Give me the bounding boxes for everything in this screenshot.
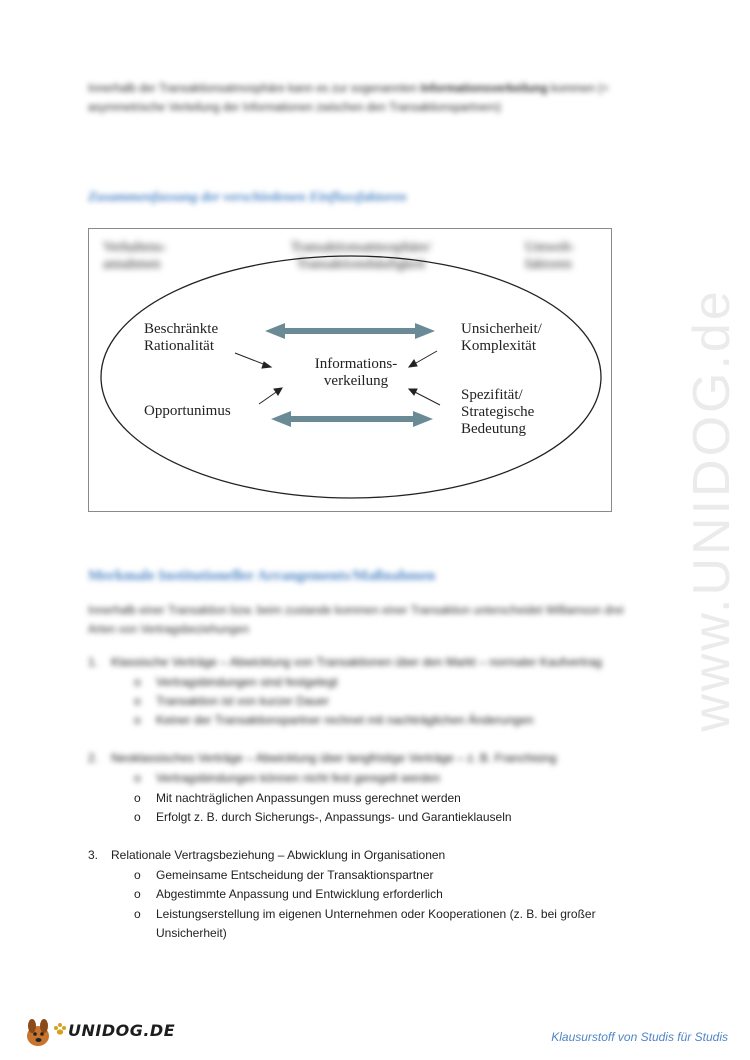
list-item-3-bullet-3: [134, 905, 626, 943]
diagram-text-line: Unsicherheit/: [461, 321, 542, 337]
intro-text: Innerhalb der Transaktionsatmosphäre kann es zur sogenannten: [88, 83, 421, 95]
bullet-marker: o: [134, 791, 141, 805]
list-item-3-title: [88, 848, 445, 862]
double-arrow-bottom: [271, 411, 433, 427]
list-item-1-title: [88, 655, 602, 669]
list-item-1-bullet-3: [134, 711, 626, 730]
list-item-2-bullet-1: [134, 769, 626, 788]
bullet-marker: o: [134, 887, 141, 901]
list-item-1-bullet-2: [134, 692, 626, 711]
intro-paragraph: [88, 80, 648, 118]
intro-text-continued: kommen (= asymmetrische Verteilung der Informationen zwischen den Transaktionspartnern): [88, 83, 609, 114]
diagram-label-verhaltensannahmen: Verhaltens- annahmen: [103, 240, 167, 272]
influence-factors-diagram: [88, 228, 612, 512]
bullet-marker: o: [134, 868, 141, 882]
double-arrow-top: [265, 323, 435, 339]
intro-bold-term: Informationsverkeilung: [420, 83, 548, 95]
bullet-marker: o: [134, 713, 141, 727]
bullet-text: Vertragsbindungen sind festgelegt: [156, 675, 338, 689]
diagram-label-transaktionsatmosphaere: Transaktionsatmosphäre/ Transaktionshäufigkeit: [290, 240, 432, 272]
list-number: 2.: [88, 751, 99, 765]
bullet-marker: o: [134, 694, 141, 708]
bullet-text: Leistungserstellung im eigenen Unternehmen oder Kooperationen (z. B. bei großer Unsicherheit): [156, 907, 596, 940]
footer-tagline: Klausurstoff von Studis für Studis: [551, 1030, 728, 1044]
diagram-label-unsicherheit-komplexitaet: [461, 321, 542, 355]
list-title-text: Relationale Vertragsbeziehung – Abwicklung in Organisationen: [111, 848, 446, 862]
diagram-label-spezifitaet: [461, 387, 534, 438]
section-heading-merkmale: Merkmale Institutioneller Arrangements/Maßnahmen: [88, 568, 436, 584]
diagram-text-line: Informations-: [314, 356, 398, 372]
bullet-text: Gemeinsame Entscheidung der Transaktionspartner: [156, 868, 434, 882]
diagram-text-line: Beschränkte: [144, 321, 219, 337]
bullet-text: Vertragsbindungen können nicht fest geregelt werden: [156, 771, 441, 785]
bullet-text: Keiner der Transaktionspartner rechnet mit nachträglichen Änderungen: [156, 713, 534, 727]
diagram-label-beschraenkte-rationalitaet: [144, 321, 218, 355]
section-heading-einflussfaktoren: Zusammenfassung der verschiedenen Einflussfaktoren: [88, 190, 407, 205]
diagram-text-line: verkeilung: [323, 373, 389, 389]
list-item-1-bullet-1: [134, 673, 626, 692]
diagram-text-line: Rationalität: [144, 338, 214, 354]
list-number: 1.: [88, 655, 99, 669]
bullet-text: Erfolgt z. B. durch Sicherungs-, Anpassungs- und Garantieklauseln: [156, 810, 512, 824]
diagram-text-line: Spezifität/: [461, 387, 523, 403]
list-item-2-bullet-3: [134, 808, 626, 827]
bullet-marker: o: [134, 907, 141, 921]
watermark-text: www.UNIDOG.de: [683, 288, 741, 732]
list-title-text: Klassische Verträge – Abwicklung von Transaktionen über den Markt – normaler Kaufvertrag: [111, 655, 602, 669]
diagram-label-opportunismus: Opportunimus: [144, 403, 231, 419]
bullet-text: Transaktion ist von kurzer Dauer: [156, 694, 329, 708]
list-item-2-bullet-2: [134, 789, 626, 808]
logo-text: UNIDOG.DE: [68, 1021, 176, 1040]
bullet-marker: o: [134, 771, 141, 785]
bullet-text: Mit nachträglichen Anpassungen muss gerechnet werden: [156, 791, 461, 805]
diagram-text-line: Strategische: [461, 404, 535, 420]
list-item-3-bullet-1: [134, 866, 626, 885]
list-title-text: Neoklassisches Verträge – Abwicklung über langfristige Verträge – z. B. Franchising: [111, 751, 557, 765]
bullet-text: Abgestimmte Anpassung und Entwicklung erforderlich: [156, 887, 443, 901]
diagram-header-row: [89, 237, 613, 272]
diagram-label-informationsverkeilung: [294, 356, 418, 390]
bullet-marker: o: [134, 675, 141, 689]
list-item-2-title: [88, 751, 557, 765]
section2-intro: Innerhalb einer Transaktion bzw. beim zustande kommen einer Transaktion unterscheidet Williamson drei Arten von Vertragsbeziehungen: [88, 605, 624, 636]
diagram-text-line: Bedeutung: [461, 421, 526, 437]
diagram-text-line: Komplexität: [461, 338, 536, 354]
bullet-marker: o: [134, 810, 141, 824]
list-number: 3.: [88, 848, 99, 862]
unidog-logo[interactable]: [22, 1012, 182, 1050]
list-item-3-bullet-2: [134, 885, 626, 904]
diagram-label-umweltfaktoren: Umwelt- faktoren: [525, 240, 575, 272]
